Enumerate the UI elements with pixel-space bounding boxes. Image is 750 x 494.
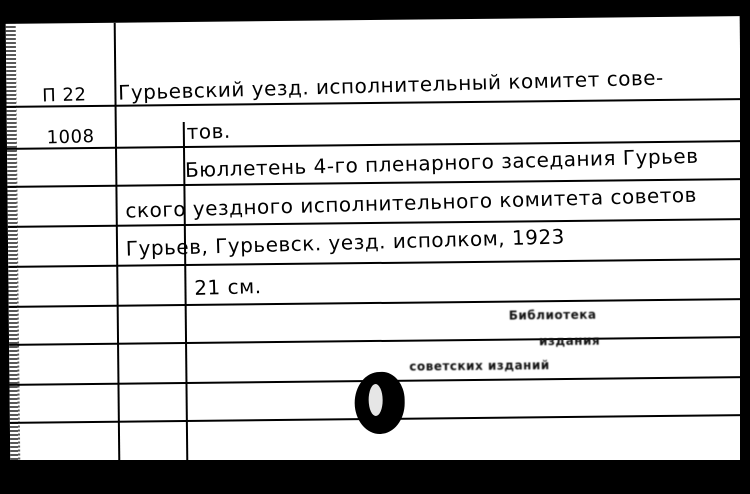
scan-bottom-border [0, 460, 750, 494]
catalog-card [6, 16, 745, 468]
entry-line-3: Бюллетень 4-го пленарного заседания Гурьев [184, 143, 699, 182]
ruled-line [9, 298, 743, 308]
entry-line-2: тов. [186, 118, 231, 144]
card-edge-noise [6, 24, 21, 468]
call-number-2: 1008 [46, 126, 95, 149]
entry-line-4: ского уездного исполнительного комитета советов [125, 182, 698, 223]
stamp-text-2: издания [538, 333, 601, 349]
entry-line-6: 21 см. [193, 274, 262, 300]
entry-line-5: Гурьев, Гурьевск. уезд. исполком, 1923 [125, 224, 566, 261]
ruled-line [8, 218, 742, 228]
ruled-line [7, 98, 741, 108]
ink-blot [354, 372, 405, 435]
stamp-text-3: советских изданий [409, 358, 550, 374]
scan-right-border [740, 0, 750, 494]
ruled-line [8, 258, 742, 268]
entry-line-1: Гурьевский уезд. исполнительный комитет сове- [117, 65, 665, 105]
call-number-1: П 22 [41, 84, 87, 107]
ruled-line [9, 336, 743, 346]
stamp-text-1: Библиотека [508, 307, 597, 323]
